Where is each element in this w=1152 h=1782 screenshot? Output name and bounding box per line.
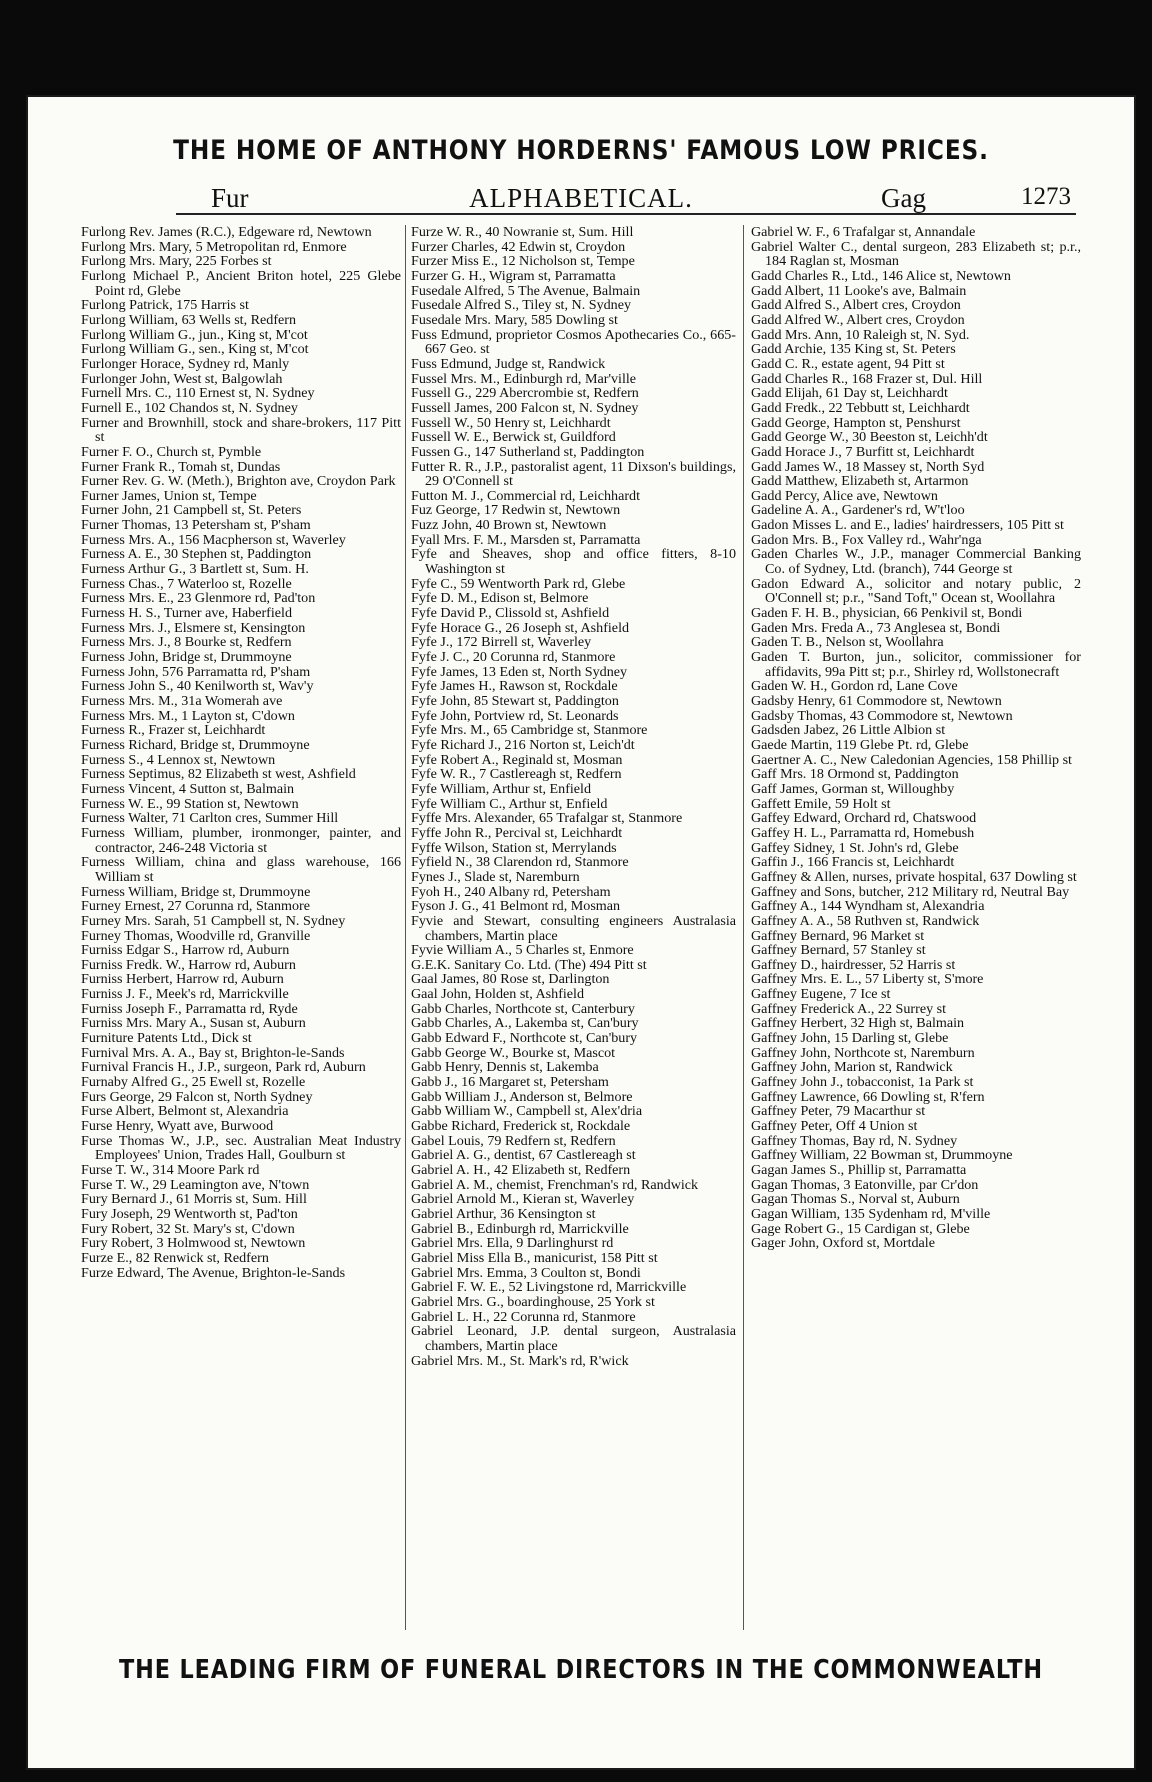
directory-entry: Furness John, 576 Parramatta rd, P'sham — [81, 663, 311, 680]
directory-entry: Gaffney Lawrence, 66 Dowling st, R'fern — [751, 1088, 985, 1105]
header-rule — [176, 213, 1076, 215]
directory-entry: Furness Mrs. A., 156 Macpherson st, Waverley — [81, 531, 346, 548]
directory-entry: Furnell Mrs. C., 110 Ernest st, N. Sydney — [81, 385, 315, 402]
directory-entry: Gaffney Mrs. E. L., 57 Liberty st, S'more — [751, 971, 984, 988]
directory-entry: Furze Edward, The Avenue, Brighton-le-Sands — [81, 1264, 346, 1281]
directory-entry: Gabriel Walter C., dental surgeon, 283 Elizabeth st; p.r., 184 Raglan st, Mosman — [751, 238, 1081, 270]
directory-entry: Fyfe J., 172 Birrell st, Waverley — [411, 634, 592, 651]
directory-entry: Furse T. W., 29 Leamington ave, N'town — [81, 1176, 310, 1193]
directory-entry: Gaffney Herbert, 32 High st, Balmain — [751, 1015, 965, 1032]
left-guide-word: Fur — [211, 183, 249, 213]
directory-entry: Gagan Thomas, 3 Eatonville, par Cr'don — [751, 1176, 979, 1193]
directory-entry: Gadd Matthew, Elizabeth st, Artarmon — [751, 473, 969, 490]
directory-entry: Fussen G., 147 Sutherland st, Paddington — [411, 443, 645, 460]
directory-entry: Gaffey Edward, Orchard rd, Chatswood — [751, 810, 977, 827]
directory-entry: Gadsby Henry, 61 Commodore st, Newtown — [751, 693, 1002, 709]
directory-entry: Furzer Charles, 42 Edwin st, Croydon — [411, 238, 626, 255]
directory-entry: Gadsden Jabez, 26 Little Albion st — [751, 722, 946, 739]
directory-entry: Gabb George W., Bourke st, Mascot — [411, 1044, 616, 1061]
directory-entry: Fyson J. G., 41 Belmont rd, Mosman — [411, 898, 621, 915]
directory-entry: Gaal James, 80 Rose st, Darlington — [411, 971, 610, 988]
directory-entry: Furlong Michael P., Ancient Briton hotel, 225 Glebe Point rd, Glebe — [81, 267, 401, 299]
directory-entry: Gaertner A. C., New Caledonian Agencies, 158 Phillip st — [751, 751, 1072, 768]
directory-entry: Futter R. R., J.P., pastoralist agent, 11 Dixson's buildings, 29 O'Connell st — [411, 458, 736, 490]
directory-entry: Fyfe Richard J., 216 Norton st, Leich'dt — [411, 736, 635, 753]
directory-entry: Furner James, Union st, Tempe — [81, 487, 257, 504]
directory-entry: Gaffney Eugene, 7 Ice st — [751, 986, 891, 1003]
directory-entry: Furner John, 21 Campbell st, St. Peters — [81, 502, 302, 519]
directory-entry: Furney Mrs. Sarah, 51 Campbell st, N. Sydney — [81, 912, 346, 929]
directory-entry: Gabriel Mrs. G., boardinghouse, 25 York st — [411, 1293, 655, 1310]
directory-entry: Fussell G., 229 Abercrombie st, Redfern — [411, 385, 639, 402]
directory-entry: Gaffin J., 166 Francis st, Leichhardt — [751, 854, 955, 871]
directory-entry: Fusedale Alfred, 5 The Avenue, Balmain — [411, 282, 641, 299]
directory-entry: Fynes J., Slade st, Naremburn — [411, 868, 580, 885]
directory-entry: Gabriel W. F., 6 Trafalgar st, Annandale — [751, 224, 976, 240]
directory-entry: Furness William, china and glass warehouse, 166 William st — [81, 854, 401, 885]
directory-entry: Furlonger John, West st, Balgowlah — [81, 370, 283, 387]
directory-entry: Fyvie and Stewart, consulting engineers Australasia chambers, Martin place — [411, 912, 736, 944]
directory-entry: Furness Arthur G., 3 Bartlett st, Sum. H. — [81, 561, 309, 578]
directory-entry: Gadon Edward A., solicitor and notary public, 2 O'Connell st; p.r., "Sand Toft," Ocean st, Woollahra — [751, 575, 1081, 607]
directory-entry: Gadd Percy, Alice ave, Newtown — [751, 487, 938, 504]
directory-entry: Fyoh H., 240 Albany rd, Petersham — [411, 883, 611, 900]
directory-entry: Fyffe Mrs. Alexander, 65 Trafalgar st, Stanmore — [411, 810, 683, 827]
directory-entry: Gabriel A. H., 42 Elizabeth st, Redfern — [411, 1162, 631, 1178]
right-guide-word: Gag — [881, 183, 926, 213]
directory-entry: Gaffney Frederick A., 22 Surrey st — [751, 1000, 947, 1017]
directory-entry: Gabriel Leonard, J.P. dental surgeon, Australasia chambers, Martin place — [411, 1323, 736, 1354]
directory-entry: Furnival Mrs. A. A., Bay st, Brighton-le-Sands — [81, 1044, 345, 1061]
directory-entry: G.E.K. Sanitary Co. Ltd. (The) 494 Pitt st — [411, 956, 647, 973]
directory-entry: Furzer Miss E., 12 Nicholson st, Tempe — [411, 253, 635, 270]
directory-entry: Furze W. R., 40 Nowranie st, Sum. Hill — [411, 224, 634, 240]
directory-entry: Gaden Mrs. Freda A., 73 Anglesea st, Bondi — [751, 619, 1001, 636]
directory-entry: Gage Robert G., 15 Cardigan st, Glebe — [751, 1220, 970, 1237]
column-3 — [751, 225, 1081, 1635]
directory-entry: Fury Bernard J., 61 Morris st, Sum. Hill — [81, 1191, 307, 1208]
directory-entry: Gabriel Miss Ella B., manicurist, 158 Pitt st — [411, 1249, 658, 1266]
directory-entry: Furness A. E., 30 Stephen st, Paddington — [81, 546, 312, 563]
directory-entry: Fyffe Wilson, Station st, Merrylands — [411, 839, 617, 856]
directory-entry: Gabriel Mrs. M., St. Mark's rd, R'wick — [411, 1352, 629, 1369]
directory-entry: Fyall Mrs. F. M., Marsden st, Parramatta — [411, 531, 641, 548]
directory-entry: Gaden T. Burton, jun., solicitor, commissioner for affidavits, 99a Pitt st; p.r., Shirley rd, Wollstonecraft — [751, 649, 1081, 680]
directory-entry: Gaffney William, 22 Bowman st, Drummoyne — [751, 1147, 1013, 1164]
directory-entry: Gabb Charles, A., Lakemba st, Can'bury — [411, 1015, 639, 1032]
directory-entry: Fyfe William C., Arthur st, Enfield — [411, 795, 608, 812]
directory-entry: Gaff Mrs. 18 Ormond st, Paddington — [751, 766, 959, 783]
directory-entry: Gadd James W., 18 Massey st, North Syd — [751, 458, 985, 475]
directory-entry: Fury Joseph, 29 Wentworth st, Pad'ton — [81, 1205, 298, 1222]
directory-entry: Futton M. J., Commercial rd, Leichhardt — [411, 487, 640, 504]
directory-entry: Furness John S., 40 Kenilworth st, Wav'y — [81, 678, 314, 695]
directory-entry: Fyfe Horace G., 26 Joseph st, Ashfield — [411, 619, 630, 636]
directory-entry: Gaden W. H., Gordon rd, Lane Cove — [751, 678, 958, 695]
directory-entry: Furlong Patrick, 175 Harris st — [81, 297, 249, 314]
directory-entry: Furness William, plumber, ironmonger, painter, and contractor, 246-248 Victoria st — [81, 824, 401, 856]
page-number: 1273 — [1021, 183, 1071, 210]
column-divider — [405, 225, 406, 1630]
directory-entry: Gaffey H. L., Parramatta rd, Homebush — [751, 824, 975, 841]
directory-entry: Fyfe J. C., 20 Corunna rd, Stanmore — [411, 649, 616, 666]
directory-columns — [81, 225, 1081, 1645]
directory-entry: Fuss Edmund, Judge st, Randwick — [411, 355, 606, 372]
directory-entry: Gadsby Thomas, 43 Commodore st, Newtown — [751, 707, 1013, 724]
directory-entry: Fyvie William A., 5 Charles st, Enmore — [411, 942, 634, 959]
directory-entry: Gaden F. H. B., physician, 66 Penkivil st, Bondi — [751, 605, 1023, 622]
directory-entry: Gabriel L. H., 22 Corunna rd, Stanmore — [411, 1308, 636, 1325]
directory-entry: Fussel Mrs. M., Edinburgh rd, Mar'ville — [411, 370, 637, 387]
directory-entry: Gaede Martin, 119 Glebe Pt. rd, Glebe — [751, 736, 969, 753]
directory-entry: Furzer G. H., Wigram st, Parramatta — [411, 267, 616, 284]
directory-entry: Fyffe John R., Percival st, Leichhardt — [411, 824, 623, 841]
directory-entry: Fury Robert, 3 Holmwood st, Newtown — [81, 1235, 306, 1252]
directory-entry: Furlong William G., sen., King st, M'cot — [81, 341, 309, 358]
directory-entry: Furney Thomas, Woodville rd, Granville — [81, 927, 311, 944]
directory-entry: Furness Mrs. J., 8 Bourke st, Redfern — [81, 634, 292, 651]
directory-entry: Furze E., 82 Renwick st, Redfern — [81, 1249, 269, 1266]
directory-entry: Gabriel Mrs. Emma, 3 Coulton st, Bondi — [411, 1264, 641, 1281]
directory-entry: Gabb Charles, Northcote st, Canterbury — [411, 1000, 635, 1017]
directory-entry: Gaffney John, 15 Darling st, Glebe — [751, 1030, 949, 1047]
section-title: ALPHABETICAL. — [469, 183, 693, 213]
directory-entry: Fuz George, 17 Redwin st, Newtown — [411, 502, 621, 519]
directory-entry: Fyfe D. M., Edison st, Belmore — [411, 590, 589, 607]
directory-entry: Gaffney A. A., 58 Ruthven st, Randwick — [751, 912, 980, 929]
directory-entry: Gadd Mrs. Ann, 10 Raleigh st, N. Syd. — [751, 326, 970, 343]
directory-entry: Gaffney John J., tobacconist, 1a Park st — [751, 1074, 974, 1091]
directory-entry: Fyfe and Sheaves, shop and office fitters, 8-10 Washington st — [411, 546, 736, 578]
directory-entry: Gabb William W., Campbell st, Alex'dria — [411, 1103, 643, 1120]
directory-entry: Fyfe William, Arthur st, Enfield — [411, 780, 592, 797]
directory-entry: Gadd Alfred W., Albert cres, Croydon — [751, 311, 965, 328]
directory-entry: Fury Robert, 32 St. Mary's st, C'down — [81, 1220, 295, 1237]
directory-entry: Gagan James S., Phillip st, Parramatta — [751, 1162, 967, 1178]
directory-entry: Furness William, Bridge st, Drummoyne — [81, 883, 311, 900]
directory-entry: Fuzz John, 40 Brown st, Newtown — [411, 517, 607, 534]
directory-entry: Gabriel Arnold M., Kieran st, Waverley — [411, 1191, 635, 1208]
directory-entry: Fyfe Mrs. M., 65 Cambridge st, Stanmore — [411, 722, 648, 739]
directory-entry: Furlong Rev. James (R.C.), Edgeware rd, Newtown — [81, 224, 372, 240]
directory-entry: Fusedale Mrs. Mary, 585 Dowling st — [411, 311, 618, 328]
directory-entry: Furness Mrs. M., 1 Layton st, C'down — [81, 707, 295, 724]
directory-entry: Fyfe John, 85 Stewart st, Paddington — [411, 693, 619, 709]
directory-entry: Furniss Edgar S., Harrow rd, Auburn — [81, 942, 290, 959]
directory-entry: Furniss Fredk. W., Harrow rd, Auburn — [81, 956, 296, 973]
directory-entry: Gaffney John, Marion st, Randwick — [751, 1059, 953, 1076]
directory-entry: Furney Ernest, 27 Corunna rd, Stanmore — [81, 898, 310, 915]
directory-entry: Gaffney John, Northcote st, Naremburn — [751, 1044, 975, 1061]
directory-entry: Gadd Elijah, 61 Day st, Leichhardt — [751, 385, 948, 402]
directory-entry: Gaff James, Gorman st, Willoughby — [751, 780, 955, 797]
directory-entry: Gaden T. B., Nelson st, Woollahra — [751, 634, 944, 651]
directory-entry: Furness H. S., Turner ave, Haberfield — [81, 605, 292, 622]
directory-entry: Furness John, Bridge st, Drummoyne — [81, 649, 292, 666]
directory-entry: Furness Chas., 7 Waterloo st, Rozelle — [81, 575, 292, 592]
directory-entry: Gadd Horace J., 7 Burfitt st, Leichhardt — [751, 443, 975, 460]
directory-entry: Gaffney & Allen, nurses, private hospital, 637 Dowling st — [751, 868, 1077, 885]
directory-entry: Furniss J. F., Meek's rd, Marrickville — [81, 986, 289, 1003]
directory-entry: Gaal John, Holden st, Ashfield — [411, 986, 585, 1003]
directory-entry: Gaffney and Sons, butcher, 212 Military rd, Neutral Bay — [751, 883, 1070, 900]
directory-entry: Furnell E., 102 Chandos st, N. Sydney — [81, 399, 298, 416]
directory-entry: Furner Frank R., Tomah st, Dundas — [81, 458, 281, 475]
directory-entry: Gadd Charles R., Ltd., 146 Alice st, Newtown — [751, 267, 1011, 284]
directory-entry: Fyfe John, Portview rd, St. Leonards — [411, 707, 619, 724]
directory-entry: Fussell James, 200 Falcon st, N. Sydney — [411, 399, 639, 416]
directory-entry: Gabriel Mrs. Ella, 9 Darlinghurst rd — [411, 1235, 614, 1252]
directory-entry: Furnaby Alfred G., 25 Ewell st, Rozelle — [81, 1074, 306, 1091]
directory-entry: Furniture Patents Ltd., Dick st — [81, 1030, 252, 1047]
directory-entry: Gabriel Arthur, 36 Kensington st — [411, 1205, 596, 1222]
directory-entry: Fussell W. E., Berwick st, Guildford — [411, 429, 616, 446]
directory-entry: Furness Richard, Bridge st, Drummoyne — [81, 736, 310, 753]
directory-entry: Furlong Mrs. Mary, 5 Metropolitan rd, Enmore — [81, 238, 347, 255]
directory-page — [26, 95, 1136, 1770]
directory-entry: Gabb J., 16 Margaret st, Petersham — [411, 1074, 609, 1091]
directory-entry: Furs George, 29 Falcon st, North Sydney — [81, 1088, 313, 1105]
directory-entry: Gadd George, Hampton st, Penshurst — [751, 414, 961, 431]
directory-entry: Gadeline A. A., Gardener's rd, W't'loo — [751, 502, 965, 519]
directory-entry: Gadd Archie, 135 King st, St. Peters — [751, 341, 956, 358]
directory-entry: Gaffey Sidney, 1 St. John's rd, Glebe — [751, 839, 959, 856]
directory-entry: Gadd Albert, 11 Looke's ave, Balmain — [751, 282, 967, 299]
directory-entry: Gabriel F. W. E., 52 Livingstone rd, Marrickville — [411, 1279, 687, 1296]
directory-entry: Gadd Alfred S., Albert cres, Croydon — [751, 297, 961, 314]
directory-entry: Furniss Joseph F., Parramatta rd, Ryde — [81, 1000, 298, 1017]
directory-entry: Furness Septimus, 82 Elizabeth st west, Ashfield — [81, 766, 356, 783]
directory-entry: Gadon Mrs. B., Fox Valley rd., Wahr'nga — [751, 531, 982, 548]
directory-entry: Furse T. W., 314 Moore Park rd — [81, 1162, 260, 1178]
directory-entry: Gabb William J., Anderson st, Belmore — [411, 1088, 633, 1105]
directory-entry: Furlong William, 63 Wells st, Redfern — [81, 311, 297, 328]
directory-entry: Gagan Thomas S., Norval st, Auburn — [751, 1191, 960, 1208]
directory-entry: Gabb Edward F., Northcote st, Can'bury — [411, 1030, 638, 1047]
column-divider — [743, 225, 744, 1630]
directory-entry: Furness R., Frazer st, Leichhardt — [81, 722, 266, 739]
directory-entry: Fyfe C., 59 Wentworth Park rd, Glebe — [411, 575, 626, 592]
directory-entry: Furlonger Horace, Sydney rd, Manly — [81, 355, 290, 372]
directory-entry: Gabriel B., Edinburgh rd, Marrickville — [411, 1220, 629, 1237]
directory-entry: Gadon Misses L. and E., ladies' hairdressers, 105 Pitt st — [751, 517, 1064, 534]
column-2 — [411, 225, 736, 1635]
directory-entry: Fyfe James, 13 Eden st, North Sydney — [411, 663, 628, 680]
directory-entry: Furse Henry, Wyatt ave, Burwood — [81, 1118, 274, 1135]
directory-entry: Furness Mrs. E., 23 Glenmore rd, Pad'ton — [81, 590, 316, 607]
directory-entry: Gadd George W., 30 Beeston st, Leichh'dt — [751, 429, 988, 446]
directory-entry: Furner and Brownhill, stock and share-brokers, 117 Pitt st — [81, 414, 401, 446]
directory-entry: Furse Albert, Belmont st, Alexandria — [81, 1103, 289, 1120]
directory-entry: Gabb Henry, Dennis st, Lakemba — [411, 1059, 599, 1076]
directory-entry: Furner F. O., Church st, Pymble — [81, 443, 262, 460]
directory-entry: Gadd Fredk., 22 Tebbutt st, Leichhardt — [751, 399, 970, 416]
directory-entry: Furner Rev. G. W. (Meth.), Brighton ave, Croydon Park — [81, 473, 396, 490]
directory-entry: Furner Thomas, 13 Petersham st, P'sham — [81, 517, 311, 534]
directory-entry: Gabel Louis, 79 Redfern st, Redfern — [411, 1132, 616, 1149]
directory-entry: Gaffney Bernard, 96 Market st — [751, 927, 925, 944]
directory-entry: Furlong Mrs. Mary, 225 Forbes st — [81, 253, 272, 270]
directory-entry: Gaffett Emile, 59 Holt st — [751, 795, 891, 812]
directory-entry: Gager John, Oxford st, Mortdale — [751, 1235, 935, 1252]
directory-entry: Fusedale Alfred S., Tiley st, N. Sydney — [411, 297, 632, 314]
directory-entry: Furlong William G., jun., King st, M'cot — [81, 326, 308, 343]
directory-entry: Gaden Charles W., J.P., manager Commercial Banking Co. of Sydney, Ltd. (branch), 744 George st — [751, 546, 1081, 578]
directory-entry: Gadd C. R., estate agent, 94 Pitt st — [751, 355, 945, 372]
directory-entry: Furness Mrs. M., 31a Womerah ave — [81, 693, 283, 709]
directory-entry: Fyfe W. R., 7 Castlereagh st, Redfern — [411, 766, 622, 783]
directory-entry: Furness Vincent, 4 Sutton st, Balmain — [81, 780, 295, 797]
directory-entry: Gabbe Richard, Frederick st, Rockdale — [411, 1118, 631, 1135]
directory-entry: Gaffney A., 144 Wyndham st, Alexandria — [751, 898, 985, 915]
directory-entry: Gaffney Peter, 79 Macarthur st — [751, 1103, 926, 1120]
directory-entry: Gaffney Bernard, 57 Stanley st — [751, 942, 926, 959]
directory-entry: Furniss Herbert, Harrow rd, Auburn — [81, 971, 284, 988]
directory-entry: Furness Walter, 71 Carlton cres, Summer Hill — [81, 810, 339, 827]
directory-entry: Furness S., 4 Lennox st, Newtown — [81, 751, 276, 768]
directory-entry: Fyfe James H., Rawson st, Rockdale — [411, 678, 618, 695]
directory-entry: Gaffney Peter, Off 4 Union st — [751, 1118, 918, 1135]
directory-entry: Fuss Edmund, proprietor Cosmos Apothecaries Co., 665-667 Geo. st — [411, 326, 736, 358]
directory-entry: Gabriel A. M., chemist, Frenchman's rd, Randwick — [411, 1176, 699, 1193]
directory-entry: Furness W. E., 99 Station st, Newtown — [81, 795, 299, 812]
directory-entry: Furnival Francis H., J.P., surgeon, Park rd, Auburn — [81, 1059, 366, 1076]
directory-entry: Gadd Charles R., 168 Frazer st, Dul. Hill — [751, 370, 983, 387]
directory-entry: Gagan William, 135 Sydenham rd, M'ville — [751, 1205, 991, 1222]
directory-entry: Fyfe David P., Clissold st, Ashfield — [411, 605, 610, 622]
directory-entry: Furse Thomas W., J.P., sec. Australian Meat Industry Employees' Union, Trades Hall, Goulburn st — [81, 1132, 401, 1164]
directory-entry: Gabriel A. G., dentist, 67 Castlereagh st — [411, 1147, 636, 1164]
directory-entry: Gaffney D., hairdresser, 52 Harris st — [751, 956, 956, 973]
directory-entry: Furness Mrs. J., Elsmere st, Kensington — [81, 619, 306, 636]
column-1 — [81, 225, 401, 1635]
directory-entry: Gaffney Thomas, Bay rd, N. Sydney — [751, 1132, 958, 1149]
top-advert-banner: THE HOME OF ANTHONY HORDERNS' FAMOUS LOW PRICES. — [173, 135, 989, 166]
directory-entry: Fyfield N., 38 Clarendon rd, Stanmore — [411, 854, 629, 871]
directory-entry: Fyfe Robert A., Reginald st, Mosman — [411, 751, 623, 768]
directory-entry: Furniss Mrs. Mary A., Susan st, Auburn — [81, 1015, 306, 1032]
bottom-advert-banner: THE LEADING FIRM OF FUNERAL DIRECTORS IN THE COMMONWEALTH — [119, 1655, 1043, 1685]
directory-entry: Fussell W., 50 Henry st, Leichhardt — [411, 414, 611, 431]
